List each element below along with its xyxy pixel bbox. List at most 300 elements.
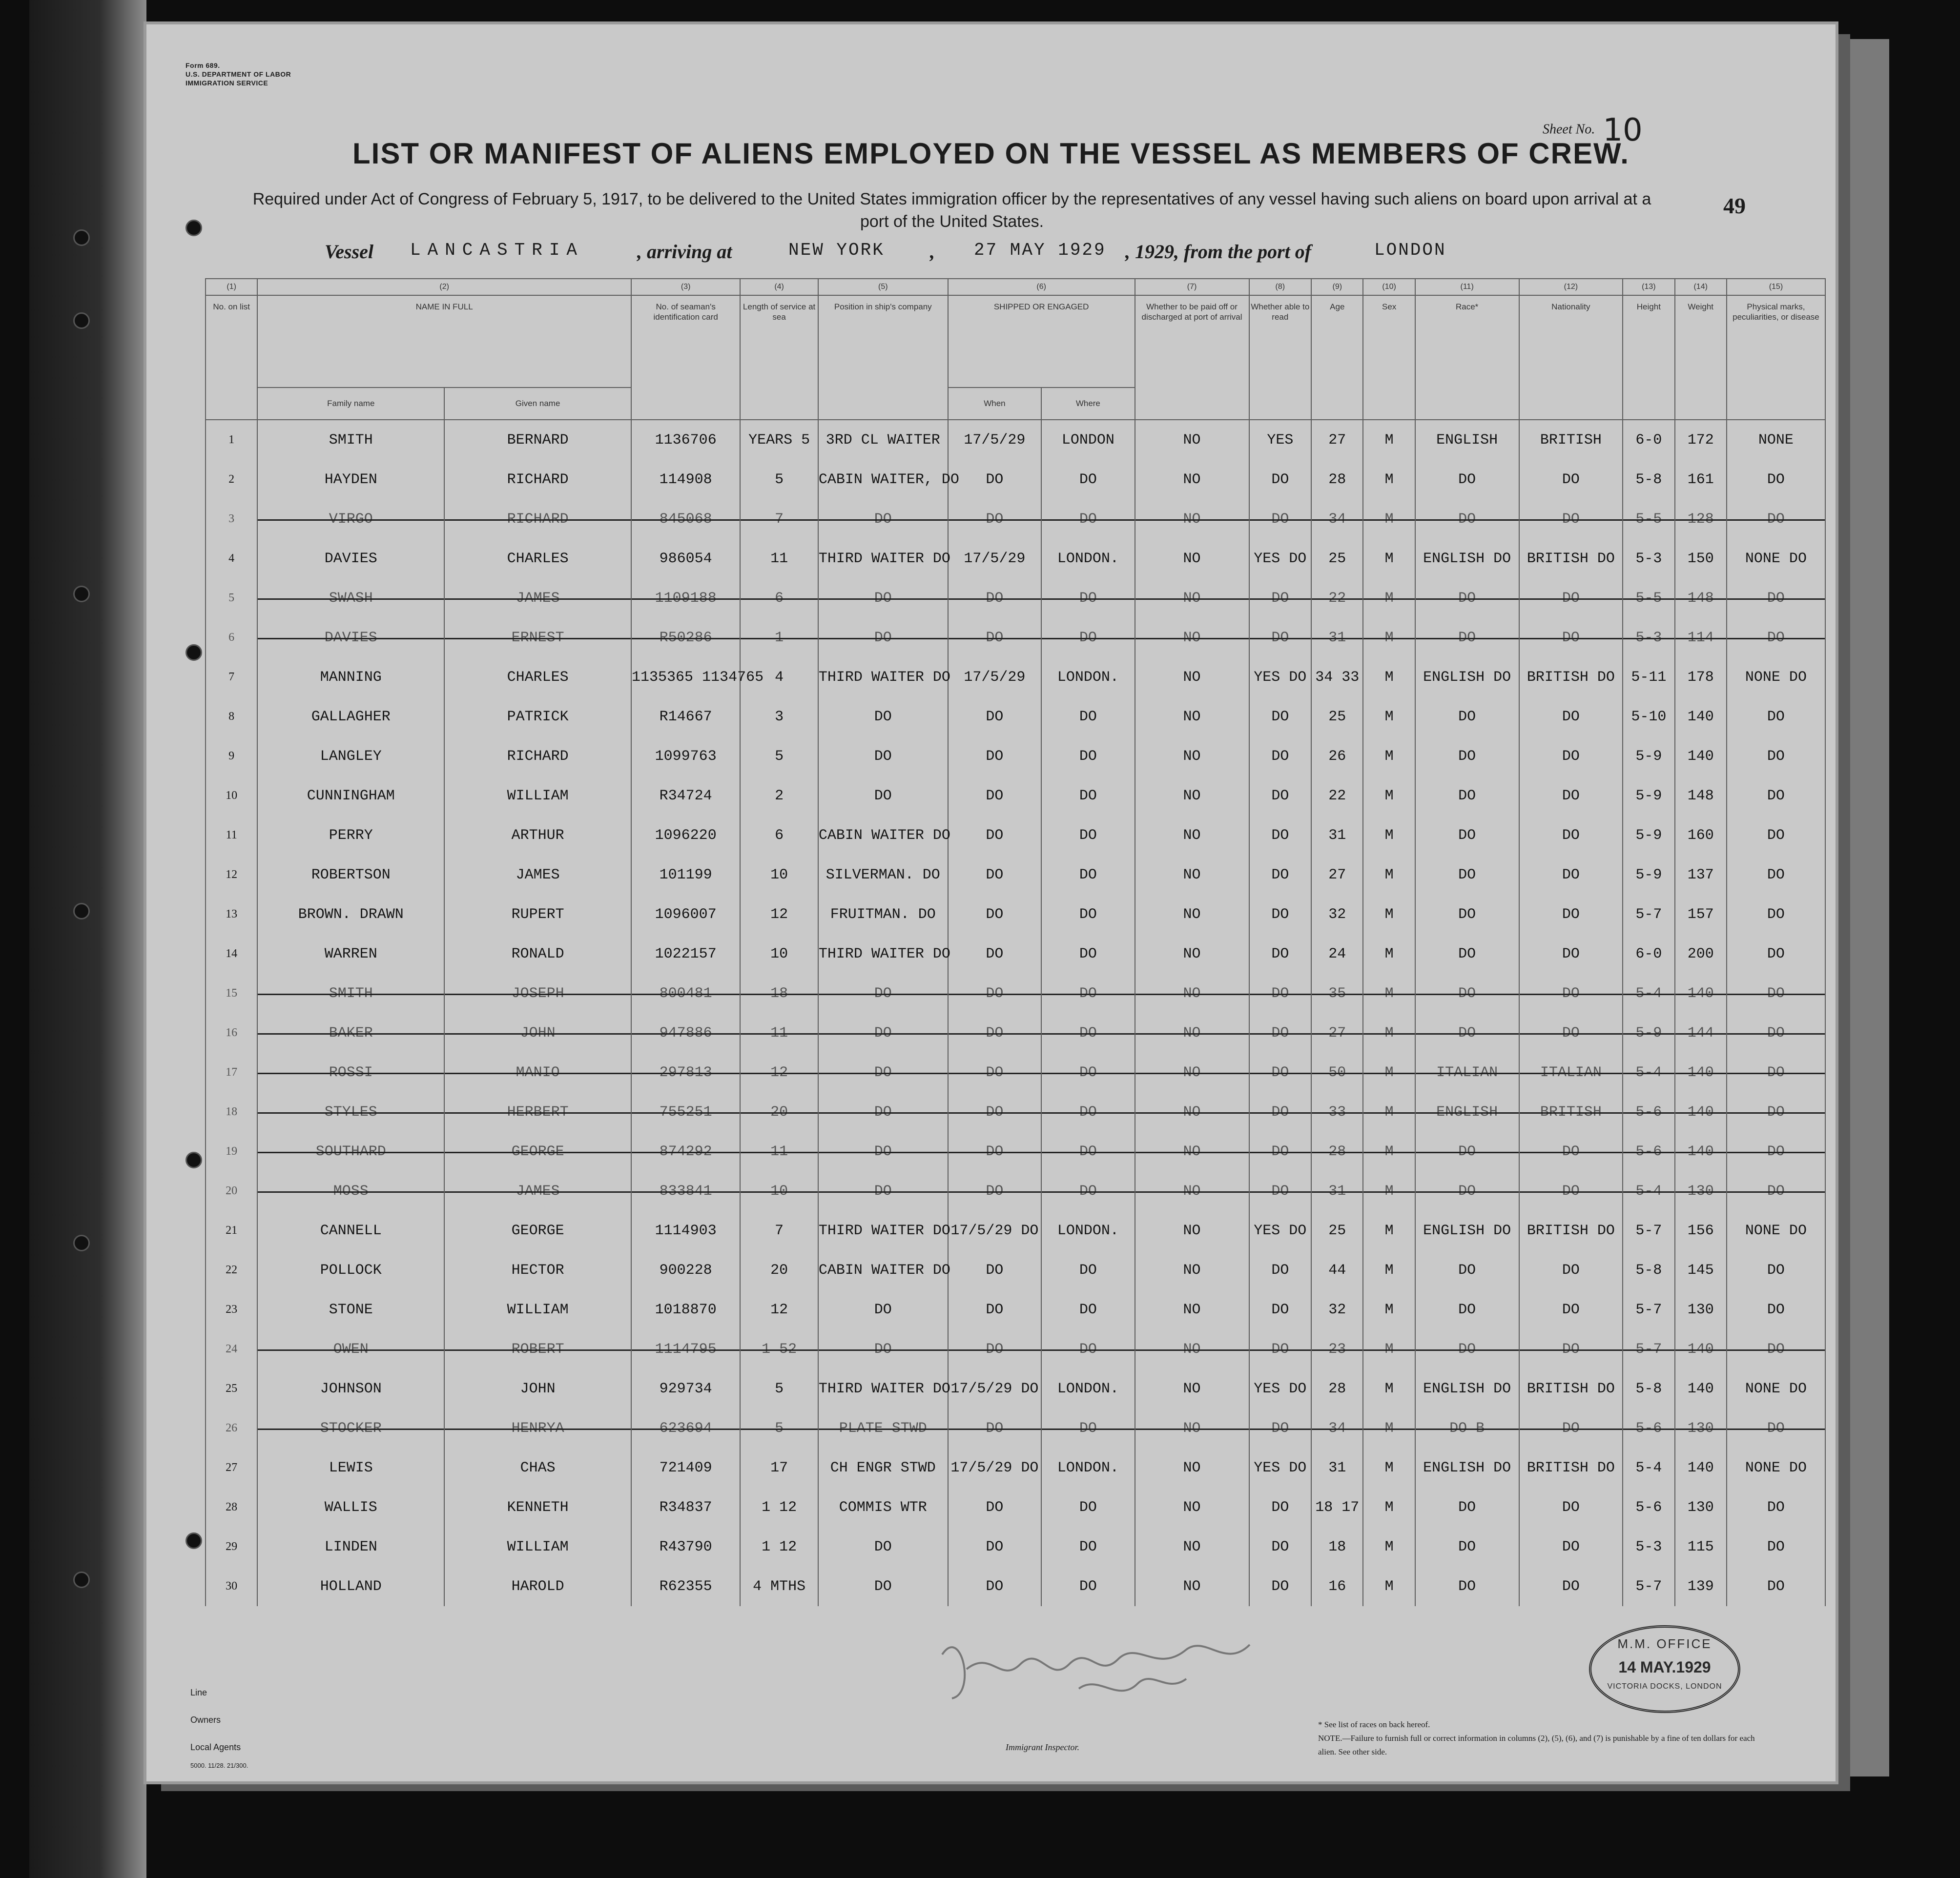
given-name-cell: RONALD bbox=[444, 934, 631, 974]
row-number-cell: 2 bbox=[206, 460, 257, 499]
weight-cell: 160 bbox=[1675, 816, 1727, 855]
able-to-read-cell: YES DO bbox=[1249, 1448, 1312, 1488]
shipped-where-cell: DO bbox=[1041, 1329, 1135, 1369]
row-number-cell: 7 bbox=[206, 657, 257, 697]
given-name-cell: JAMES bbox=[444, 1171, 631, 1211]
physical-marks-cell: DO bbox=[1727, 1013, 1825, 1053]
shipped-when-cell: DO bbox=[948, 934, 1041, 974]
shipped-when-cell: DO bbox=[948, 1567, 1041, 1606]
able-to-read-cell: DO bbox=[1249, 1171, 1312, 1211]
family-name-cell: SOUTHARD bbox=[257, 1132, 444, 1171]
age-cell: 50 bbox=[1311, 1053, 1363, 1092]
seaman-card-cell: 297813 bbox=[631, 1053, 740, 1092]
physical-marks-cell: DO bbox=[1727, 618, 1825, 657]
seaman-card-cell: 114908 bbox=[631, 460, 740, 499]
weight-cell: 156 bbox=[1675, 1211, 1727, 1250]
nationality-cell: BRITISH bbox=[1519, 420, 1623, 460]
position-cell: FRUITMAN. DO bbox=[818, 895, 948, 934]
physical-marks-cell: DO bbox=[1727, 776, 1825, 816]
position-cell: THIRD WAITER DO bbox=[818, 539, 948, 578]
height-cell: 5-9 bbox=[1623, 736, 1674, 776]
position-cell: DO bbox=[818, 618, 948, 657]
col-number: (10) bbox=[1363, 279, 1415, 295]
col-number: (3) bbox=[631, 279, 740, 295]
able-to-read-cell: DO bbox=[1249, 736, 1312, 776]
print-code: 5000. 11/28. 21/300. bbox=[190, 1762, 248, 1769]
height-cell: 5-6 bbox=[1623, 1488, 1674, 1527]
service-length-cell: 5 bbox=[740, 736, 818, 776]
able-to-read-cell: YES DO bbox=[1249, 1211, 1312, 1250]
header-physical: Physical marks, peculiarities, or disease bbox=[1727, 295, 1825, 420]
header-age: Age bbox=[1311, 295, 1363, 420]
age-cell: 18 bbox=[1311, 1527, 1363, 1567]
paid-off-cell: NO bbox=[1135, 1567, 1249, 1606]
family-name-cell: WALLIS bbox=[257, 1488, 444, 1527]
nationality-cell: DO bbox=[1519, 816, 1623, 855]
age-cell: 23 bbox=[1311, 1329, 1363, 1369]
paid-off-cell: NO bbox=[1135, 736, 1249, 776]
stamp-bottom: VICTORIA DOCKS, LONDON bbox=[1607, 1682, 1722, 1691]
age-cell: 16 bbox=[1311, 1567, 1363, 1606]
service-length-cell: 10 bbox=[740, 934, 818, 974]
able-to-read-cell: DO bbox=[1249, 1290, 1312, 1329]
physical-marks-cell: DO bbox=[1727, 895, 1825, 934]
shipped-when-cell: 17/5/29 bbox=[948, 657, 1041, 697]
table-row bbox=[206, 736, 1825, 776]
header-name-in-full: NAME IN FULL bbox=[257, 295, 631, 388]
header-when: When bbox=[948, 388, 1041, 420]
family-name-cell: CUNNINGHAM bbox=[257, 776, 444, 816]
col-number: (5) bbox=[818, 279, 948, 295]
race-cell: DO bbox=[1415, 1329, 1519, 1369]
paid-off-cell: NO bbox=[1135, 816, 1249, 855]
age-cell: 32 bbox=[1311, 1290, 1363, 1329]
given-name-cell: GEORGE bbox=[444, 1132, 631, 1171]
able-to-read-cell: DO bbox=[1249, 816, 1312, 855]
paid-off-cell: NO bbox=[1135, 1290, 1249, 1329]
paid-off-cell: NO bbox=[1135, 1448, 1249, 1488]
able-to-read-cell: DO bbox=[1249, 460, 1312, 499]
col-number: (9) bbox=[1311, 279, 1363, 295]
given-name-cell: PATRICK bbox=[444, 697, 631, 736]
binder-hole bbox=[186, 1152, 202, 1168]
inspector-label: Immigrant Inspector. bbox=[1006, 1742, 1079, 1752]
col-number: (15) bbox=[1727, 279, 1825, 295]
physical-marks-cell: NONE DO bbox=[1727, 1211, 1825, 1250]
seaman-card-cell: 721409 bbox=[631, 1448, 740, 1488]
paid-off-cell: NO bbox=[1135, 776, 1249, 816]
family-name-cell: OWEN bbox=[257, 1329, 444, 1369]
stamp-date: 14 MAY.1929 bbox=[1618, 1658, 1711, 1676]
age-cell: 26 bbox=[1311, 736, 1363, 776]
physical-marks-cell: DO bbox=[1727, 1132, 1825, 1171]
nationality-cell: DO bbox=[1519, 460, 1623, 499]
service-length-cell: 4 MTHS bbox=[740, 1567, 818, 1606]
row-number-cell: 23 bbox=[206, 1290, 257, 1329]
header-where: Where bbox=[1041, 388, 1135, 420]
seaman-card-cell: R14667 bbox=[631, 697, 740, 736]
seaman-card-cell: 986054 bbox=[631, 539, 740, 578]
able-to-read-cell: DO bbox=[1249, 1527, 1312, 1567]
sex-cell: M bbox=[1363, 1290, 1415, 1329]
physical-marks-cell: DO bbox=[1727, 1171, 1825, 1211]
service-length-cell: 20 bbox=[740, 1092, 818, 1132]
from-port: LONDON bbox=[1374, 240, 1446, 260]
weight-cell: 140 bbox=[1675, 697, 1727, 736]
position-cell: CABIN WAITER, DO bbox=[818, 460, 948, 499]
service: IMMIGRATION SERVICE bbox=[186, 79, 268, 87]
service-length-cell: 11 bbox=[740, 1013, 818, 1053]
document-title: LIST OR MANIFEST OF ALIENS EMPLOYED ON THE VESSEL AS MEMBERS OF CREW. bbox=[352, 137, 1630, 170]
nationality-cell: ITALIAN bbox=[1519, 1053, 1623, 1092]
seaman-card-cell: 929734 bbox=[631, 1369, 740, 1408]
able-to-read-cell: DO bbox=[1249, 1053, 1312, 1092]
position-cell: DO bbox=[818, 499, 948, 539]
paid-off-cell: NO bbox=[1135, 539, 1249, 578]
paid-off-cell: NO bbox=[1135, 1408, 1249, 1448]
physical-marks-cell: DO bbox=[1727, 460, 1825, 499]
shipped-where-cell: DO bbox=[1041, 895, 1135, 934]
able-to-read-cell: DO bbox=[1249, 1250, 1312, 1290]
position-cell: 3RD CL WAITER bbox=[818, 420, 948, 460]
race-cell: DO bbox=[1415, 1013, 1519, 1053]
row-number-cell: 22 bbox=[206, 1250, 257, 1290]
position-cell: DO bbox=[818, 1092, 948, 1132]
given-name-cell: JOSEPH bbox=[444, 974, 631, 1013]
age-cell: 28 bbox=[1311, 1369, 1363, 1408]
shipped-when-cell: DO bbox=[948, 499, 1041, 539]
given-name-cell: ROBERT bbox=[444, 1329, 631, 1369]
sex-cell: M bbox=[1363, 1250, 1415, 1290]
shipped-where-cell: LONDON bbox=[1041, 420, 1135, 460]
shipped-when-cell: DO bbox=[948, 816, 1041, 855]
given-name-cell: HENRYA bbox=[444, 1408, 631, 1448]
family-name-cell: LINDEN bbox=[257, 1527, 444, 1567]
seaman-card-cell: 1136706 bbox=[631, 420, 740, 460]
sex-cell: M bbox=[1363, 1488, 1415, 1527]
physical-marks-cell: DO bbox=[1727, 1053, 1825, 1092]
race-cell: DO bbox=[1415, 895, 1519, 934]
position-cell: CABIN WAITER DO bbox=[818, 1250, 948, 1290]
seaman-card-cell: R34837 bbox=[631, 1488, 740, 1527]
row-number-cell: 26 bbox=[206, 1408, 257, 1448]
height-cell: 6-0 bbox=[1623, 420, 1674, 460]
sex-cell: M bbox=[1363, 1053, 1415, 1092]
shipped-where-cell: DO bbox=[1041, 499, 1135, 539]
sex-cell: M bbox=[1363, 420, 1415, 460]
inspector-signature bbox=[932, 1615, 1284, 1713]
weight-cell: 130 bbox=[1675, 1408, 1727, 1448]
service-length-cell: 3 bbox=[740, 697, 818, 736]
able-to-read-cell: DO bbox=[1249, 776, 1312, 816]
position-cell: THIRD WAITER DO bbox=[818, 657, 948, 697]
family-name-cell: DAVIES bbox=[257, 539, 444, 578]
physical-marks-cell: NONE bbox=[1727, 420, 1825, 460]
position-cell: THIRD WAITER DO bbox=[818, 1369, 948, 1408]
paid-off-cell: NO bbox=[1135, 895, 1249, 934]
table-row bbox=[206, 1329, 1825, 1369]
header-paid-off: Whether to be paid off or discharged at port of arrival bbox=[1135, 295, 1249, 420]
nationality-cell: BRITISH DO bbox=[1519, 1369, 1623, 1408]
shipped-where-cell: DO bbox=[1041, 855, 1135, 895]
given-name-cell: KENNETH bbox=[444, 1488, 631, 1527]
height-cell: 5-7 bbox=[1623, 1329, 1674, 1369]
row-number-cell: 18 bbox=[206, 1092, 257, 1132]
line-label: Line bbox=[190, 1688, 207, 1697]
shipped-where-cell: DO bbox=[1041, 816, 1135, 855]
seaman-card-cell: 900228 bbox=[631, 1250, 740, 1290]
able-to-read-cell: DO bbox=[1249, 1013, 1312, 1053]
row-number-cell: 8 bbox=[206, 697, 257, 736]
header-seaman-card: No. of seaman's identification card bbox=[631, 295, 740, 420]
table-row bbox=[206, 1567, 1825, 1606]
paid-off-cell: NO bbox=[1135, 1250, 1249, 1290]
form-identifier bbox=[186, 61, 381, 87]
physical-marks-cell: NONE DO bbox=[1727, 1448, 1825, 1488]
service-length-cell: 5 bbox=[740, 1408, 818, 1448]
able-to-read-cell: YES DO bbox=[1249, 1369, 1312, 1408]
shipped-when-cell: DO bbox=[948, 1013, 1041, 1053]
header-able-to-read: Whether able to read bbox=[1249, 295, 1312, 420]
physical-marks-cell: NONE DO bbox=[1727, 539, 1825, 578]
footnotes bbox=[1318, 1718, 1767, 1759]
table-row bbox=[206, 1290, 1825, 1329]
physical-marks-cell: DO bbox=[1727, 736, 1825, 776]
header-weight: Weight bbox=[1675, 295, 1727, 420]
family-name-cell: BROWN. DRAWN bbox=[257, 895, 444, 934]
nationality-cell: DO bbox=[1519, 855, 1623, 895]
race-cell: DO bbox=[1415, 855, 1519, 895]
row-number-cell: 6 bbox=[206, 618, 257, 657]
nationality-cell: DO bbox=[1519, 1013, 1623, 1053]
binder-hole bbox=[73, 1235, 90, 1251]
height-cell: 5-4 bbox=[1623, 1171, 1674, 1211]
family-name-cell: HOLLAND bbox=[257, 1567, 444, 1606]
physical-marks-cell: DO bbox=[1727, 578, 1825, 618]
table-row bbox=[206, 657, 1825, 697]
family-name-cell: POLLOCK bbox=[257, 1250, 444, 1290]
age-cell: 34 bbox=[1311, 499, 1363, 539]
sex-cell: M bbox=[1363, 1567, 1415, 1606]
vessel-label: Vessel bbox=[325, 241, 373, 263]
vessel-name: LANCASTRIA bbox=[410, 240, 584, 260]
physical-marks-cell: DO bbox=[1727, 974, 1825, 1013]
race-cell: ENGLISH DO bbox=[1415, 539, 1519, 578]
col-number: (13) bbox=[1623, 279, 1674, 295]
nationality-cell: BRITISH bbox=[1519, 1092, 1623, 1132]
physical-marks-cell: DO bbox=[1727, 1488, 1825, 1527]
position-cell: DO bbox=[818, 1527, 948, 1567]
seaman-card-cell: 947886 bbox=[631, 1013, 740, 1053]
table-row bbox=[206, 499, 1825, 539]
age-cell: 27 bbox=[1311, 1013, 1363, 1053]
col-number: (11) bbox=[1415, 279, 1519, 295]
height-cell: 5-6 bbox=[1623, 1132, 1674, 1171]
row-number-cell: 11 bbox=[206, 816, 257, 855]
column-headings-row bbox=[206, 295, 1825, 388]
seaman-card-cell: R34724 bbox=[631, 776, 740, 816]
family-name-cell: BAKER bbox=[257, 1013, 444, 1053]
able-to-read-cell: DO bbox=[1249, 974, 1312, 1013]
weight-cell: 140 bbox=[1675, 1053, 1727, 1092]
sheet-no-value: 10 bbox=[1603, 112, 1643, 148]
race-cell: DO bbox=[1415, 1290, 1519, 1329]
service-length-cell: 20 bbox=[740, 1250, 818, 1290]
row-number-cell: 25 bbox=[206, 1369, 257, 1408]
sex-cell: M bbox=[1363, 697, 1415, 736]
table-row bbox=[206, 1053, 1825, 1092]
able-to-read-cell: YES DO bbox=[1249, 539, 1312, 578]
height-cell: 5-7 bbox=[1623, 1211, 1674, 1250]
shipped-when-cell: DO bbox=[948, 736, 1041, 776]
shipped-when-cell: DO bbox=[948, 895, 1041, 934]
col-number: (12) bbox=[1519, 279, 1623, 295]
able-to-read-cell: DO bbox=[1249, 895, 1312, 934]
able-to-read-cell: DO bbox=[1249, 1567, 1312, 1606]
service-length-cell: 12 bbox=[740, 1290, 818, 1329]
family-name-cell: GALLAGHER bbox=[257, 697, 444, 736]
failure-note: NOTE.—Failure to furnish full or correct information in columns (2), (5), (6), and (7) is punishable by a fine of ten dollars for each alien. See other side. bbox=[1318, 1734, 1755, 1756]
shipped-where-cell: DO bbox=[1041, 1132, 1135, 1171]
paid-off-cell: NO bbox=[1135, 1488, 1249, 1527]
service-length-cell: 11 bbox=[740, 1132, 818, 1171]
height-cell: 5-4 bbox=[1623, 974, 1674, 1013]
shipped-where-cell: DO bbox=[1041, 934, 1135, 974]
arriving-label: , arriving at bbox=[637, 241, 732, 263]
col-number: (1) bbox=[206, 279, 257, 295]
race-cell: ENGLISH bbox=[1415, 420, 1519, 460]
position-cell: COMMIS WTR bbox=[818, 1488, 948, 1527]
height-cell: 5-4 bbox=[1623, 1448, 1674, 1488]
shipped-where-cell: DO bbox=[1041, 776, 1135, 816]
paid-off-cell: NO bbox=[1135, 578, 1249, 618]
paid-off-cell: NO bbox=[1135, 499, 1249, 539]
position-cell: DO bbox=[818, 776, 948, 816]
nationality-cell: BRITISH DO bbox=[1519, 1448, 1623, 1488]
row-number-cell: 27 bbox=[206, 1448, 257, 1488]
paid-off-cell: NO bbox=[1135, 1211, 1249, 1250]
table-row bbox=[206, 1527, 1825, 1567]
service-length-cell: 4 bbox=[740, 657, 818, 697]
age-cell: 44 bbox=[1311, 1250, 1363, 1290]
seaman-card-cell: 1114903 bbox=[631, 1211, 740, 1250]
shipped-when-cell: DO bbox=[948, 1053, 1041, 1092]
weight-cell: 172 bbox=[1675, 420, 1727, 460]
family-name-cell: ROSSI bbox=[257, 1053, 444, 1092]
family-name-cell: CANNELL bbox=[257, 1211, 444, 1250]
position-cell: SILVERMAN. DO bbox=[818, 855, 948, 895]
family-name-cell: STYLES bbox=[257, 1092, 444, 1132]
weight-cell: 140 bbox=[1675, 1092, 1727, 1132]
position-cell: DO bbox=[818, 1132, 948, 1171]
shipped-when-cell: DO bbox=[948, 1132, 1041, 1171]
able-to-read-cell: DO bbox=[1249, 1132, 1312, 1171]
binder-hole bbox=[186, 220, 202, 236]
family-name-cell: SMITH bbox=[257, 420, 444, 460]
nationality-cell: BRITISH DO bbox=[1519, 657, 1623, 697]
shipped-when-cell: DO bbox=[948, 1250, 1041, 1290]
family-name-cell: HAYDEN bbox=[257, 460, 444, 499]
family-name-cell: MANNING bbox=[257, 657, 444, 697]
col-number: (8) bbox=[1249, 279, 1312, 295]
race-cell: DO B bbox=[1415, 1408, 1519, 1448]
family-name-cell: SWASH bbox=[257, 578, 444, 618]
header-position: Position in ship's company bbox=[818, 295, 948, 420]
physical-marks-cell: DO bbox=[1727, 855, 1825, 895]
shipped-where-cell: DO bbox=[1041, 1527, 1135, 1567]
paid-off-cell: NO bbox=[1135, 1013, 1249, 1053]
shipped-when-cell: DO bbox=[948, 578, 1041, 618]
sex-cell: M bbox=[1363, 1448, 1415, 1488]
paid-off-cell: NO bbox=[1135, 1132, 1249, 1171]
nationality-cell: DO bbox=[1519, 618, 1623, 657]
shipped-where-cell: DO bbox=[1041, 697, 1135, 736]
height-cell: 5-6 bbox=[1623, 1092, 1674, 1132]
nationality-cell: DO bbox=[1519, 1329, 1623, 1369]
seaman-card-cell: R62355 bbox=[631, 1567, 740, 1606]
sex-cell: M bbox=[1363, 895, 1415, 934]
owners-label: Owners bbox=[190, 1715, 221, 1725]
header-height: Height bbox=[1623, 295, 1674, 420]
table-row bbox=[206, 1408, 1825, 1448]
seaman-card-cell: 1099763 bbox=[631, 736, 740, 776]
physical-marks-cell: DO bbox=[1727, 1408, 1825, 1448]
service-length-cell: 1 52 bbox=[740, 1329, 818, 1369]
row-number-cell: 1 bbox=[206, 420, 257, 460]
sex-cell: M bbox=[1363, 974, 1415, 1013]
paid-off-cell: NO bbox=[1135, 855, 1249, 895]
shipped-where-cell: LONDON. bbox=[1041, 657, 1135, 697]
physical-marks-cell: DO bbox=[1727, 816, 1825, 855]
header-given-name: Given name bbox=[444, 388, 631, 420]
family-name-cell: ROBERTSON bbox=[257, 855, 444, 895]
physical-marks-cell: DO bbox=[1727, 1290, 1825, 1329]
position-cell: CH ENGR STWD bbox=[818, 1448, 948, 1488]
age-cell: 22 bbox=[1311, 776, 1363, 816]
shipped-where-cell: DO bbox=[1041, 1013, 1135, 1053]
seaman-card-cell: 1096220 bbox=[631, 816, 740, 855]
height-cell: 5-6 bbox=[1623, 1408, 1674, 1448]
given-name-cell: JOHN bbox=[444, 1013, 631, 1053]
header-length-service: Length of service at sea bbox=[740, 295, 818, 420]
sheet-label: Sheet No. bbox=[1543, 122, 1595, 137]
paid-off-cell: NO bbox=[1135, 460, 1249, 499]
table-row bbox=[206, 855, 1825, 895]
stamp-top: M.M. OFFICE bbox=[1617, 1636, 1712, 1651]
nationality-cell: DO bbox=[1519, 736, 1623, 776]
col-number: (7) bbox=[1135, 279, 1249, 295]
sex-cell: M bbox=[1363, 1092, 1415, 1132]
race-cell: DO bbox=[1415, 934, 1519, 974]
physical-marks-cell: DO bbox=[1727, 934, 1825, 974]
physical-marks-cell: DO bbox=[1727, 1092, 1825, 1132]
service-length-cell: 6 bbox=[740, 578, 818, 618]
table-row bbox=[206, 974, 1825, 1013]
nationality-cell: DO bbox=[1519, 974, 1623, 1013]
sex-cell: M bbox=[1363, 657, 1415, 697]
age-cell: 34 bbox=[1311, 1408, 1363, 1448]
table-row bbox=[206, 1013, 1825, 1053]
able-to-read-cell: DO bbox=[1249, 934, 1312, 974]
nationality-cell: DO bbox=[1519, 697, 1623, 736]
age-cell: 28 bbox=[1311, 460, 1363, 499]
service-length-cell: 12 bbox=[740, 1053, 818, 1092]
height-cell: 5-8 bbox=[1623, 1250, 1674, 1290]
physical-marks-cell: DO bbox=[1727, 499, 1825, 539]
table-row bbox=[206, 1171, 1825, 1211]
col-number: (14) bbox=[1675, 279, 1727, 295]
weight-cell: 140 bbox=[1675, 1329, 1727, 1369]
